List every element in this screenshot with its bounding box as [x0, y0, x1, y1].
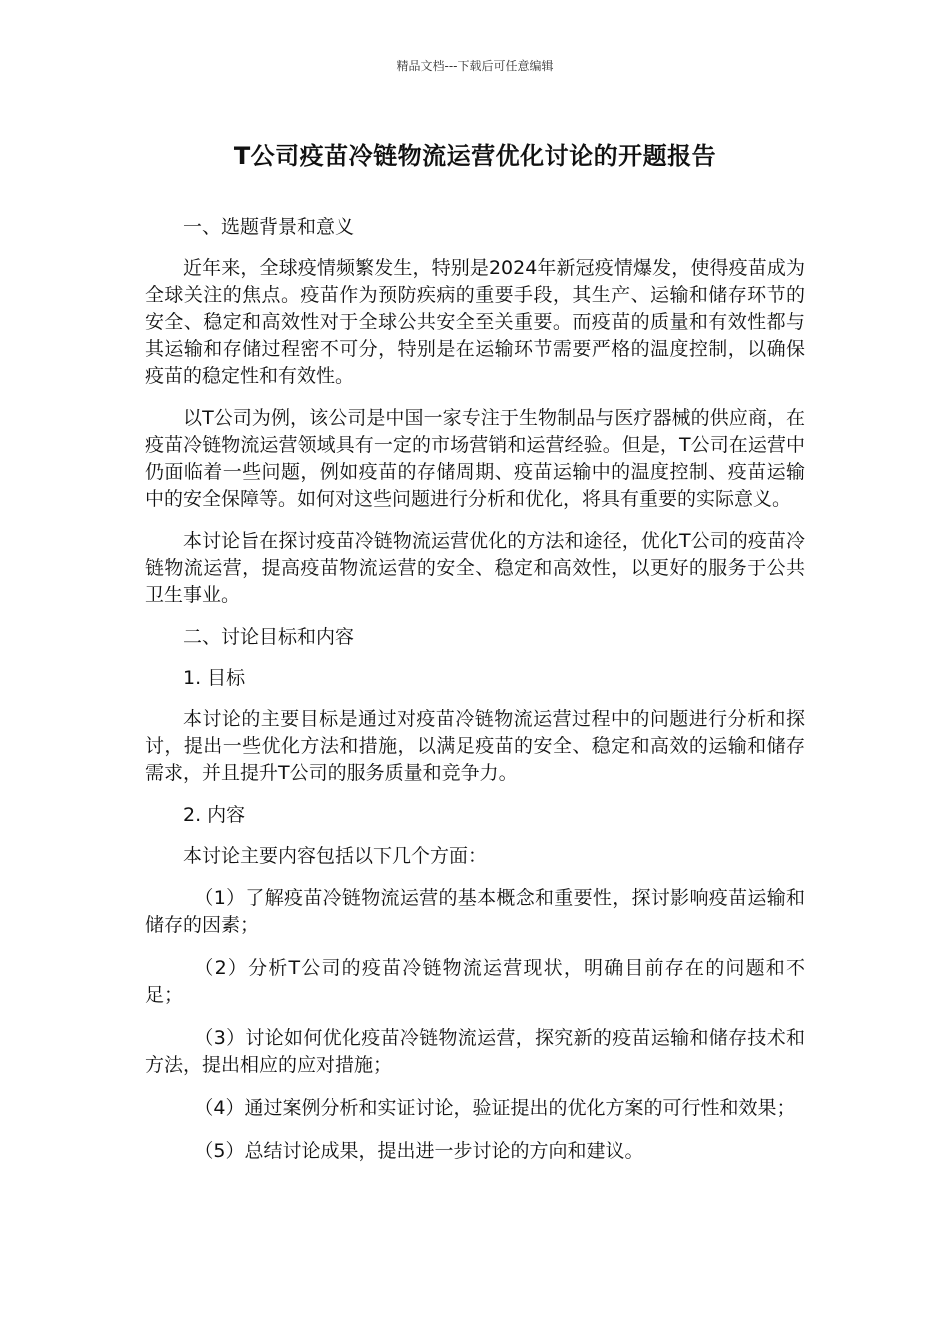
paragraph-background: 近年来，全球疫情频繁发生，特别是2024年新冠疫情爆发，使得疫苗成为全球关注的焦点。疫苗作为预防疾病的重要手段，其生产、运输和储存环节的安全、稳定和高效性对于全球公共安全至关重要。而疫苗的质量和有效性都与其运输和存储过程密不可分，特别是在运输环节需要严格的温度控制，以确保疫苗的稳定性和有效性。 [145, 257, 805, 387]
subheading-goal: 1. 目标 [183, 667, 246, 689]
paragraph-company: 以T公司为例，该公司是中国一家专注于生物制品与医疗器械的供应商，在疫苗冷链物流运营领域具有一定的市场营销和运营经验。但是，T公司在运营中仍面临着一些问题，例如疫苗的存储周期、疫苗运输中的温度控制、疫苗运输中的安全保障等。如何对这些问题进行分析和优化，将具有重要的实际意义。 [145, 407, 805, 510]
page-header: 精品文档---下载后可任意编辑 [396, 59, 554, 73]
list-item: （1）了解疫苗冷链物流运营的基本概念和重要性，探讨影响疫苗运输和储存的因素； [145, 887, 805, 936]
document-body [145, 214, 805, 1181]
subheading-content: 2. 内容 [183, 804, 246, 826]
list-item: （4）通过案例分析和实证讨论，验证提出的优化方案的可行性和效果； [194, 1097, 796, 1119]
list-item: （5）总结讨论成果，提出进一步讨论的方向和建议。 [194, 1140, 644, 1162]
document-title: T公司疫苗冷链物流运营优化讨论的开题报告 [233, 142, 717, 170]
list-item: （2）分析T公司的疫苗冷链物流运营现状，明确目前存在的问题和不足； [145, 957, 805, 1006]
list-item: （3）讨论如何优化疫苗冷链物流运营，探究新的疫苗运输和储存技术和方法，提出相应的应对措施； [145, 1027, 805, 1076]
paragraph-content-intro: 本讨论主要内容包括以下几个方面： [183, 845, 488, 867]
section-heading-background: 一、选题背景和意义 [183, 216, 355, 238]
section-heading-goals: 二、讨论目标和内容 [183, 626, 355, 648]
paragraph-purpose: 本讨论旨在探讨疫苗冷链物流运营优化的方法和途径，优化T公司的疫苗冷链物流运营，提高疫苗物流运营的安全、稳定和高效性，以更好的服务于公共卫生事业。 [145, 530, 805, 606]
paragraph-goal: 本讨论的主要目标是通过对疫苗冷链物流运营过程中的问题进行分析和探讨，提出一些优化方法和措施，以满足疫苗的安全、稳定和高效的运输和储存需求，并且提升T公司的服务质量和竞争力。 [145, 708, 805, 784]
